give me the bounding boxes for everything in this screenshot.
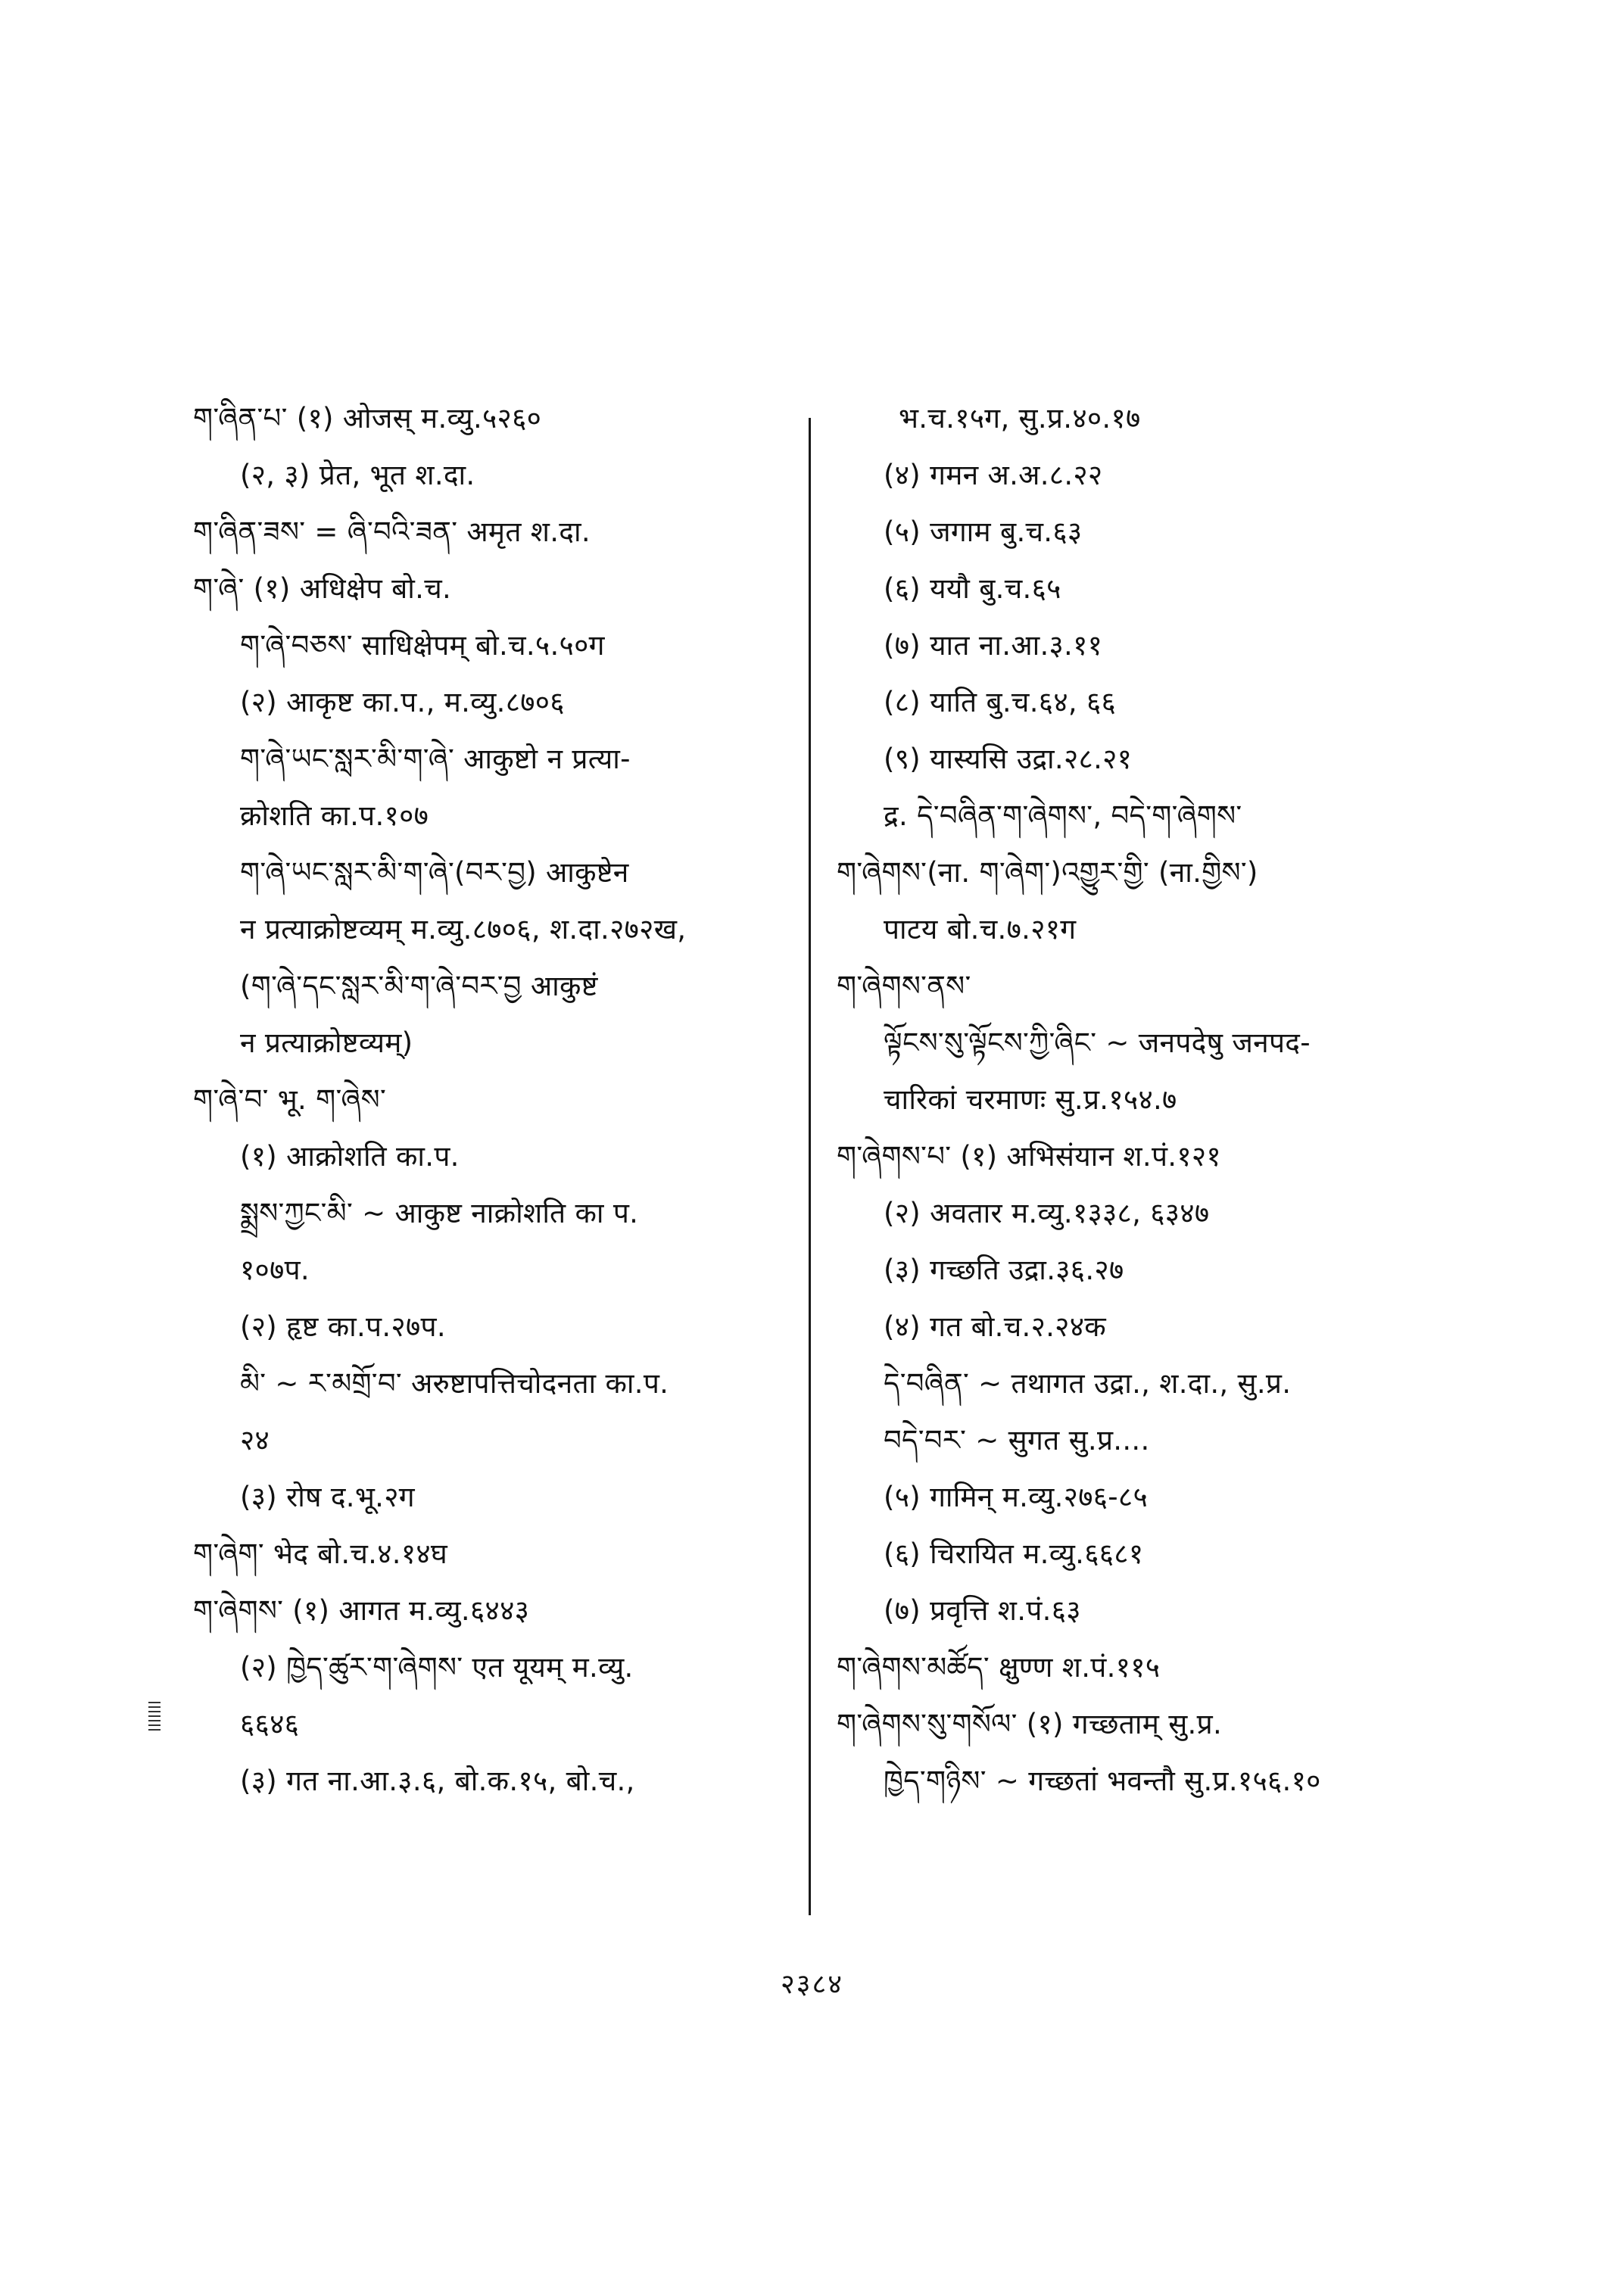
entry-sense-line: ག་ཞེ་བཅས་ साधिक्षेपम् बो.च.५.५०ग [240, 629, 605, 662]
entry-sense-line: (३) गच्छति उद्रा.३६.२७ [884, 1254, 1124, 1286]
entry-sense-line: ག་ཞེ་ཡང་སླར་མི་ག་ཞེ་(བར་བྱ) आकुष्टेन [240, 856, 629, 889]
headword-line: ག་ཞེགས་ (१) आगत म.व्यु.६४४३ [193, 1594, 530, 1627]
entry-sense-line: (ག་ཞེ་དང་སླར་མི་ག་ཞེ་བར་བྱ आकुष्टं [240, 970, 598, 1002]
entry-sense-line: སྨྲས་ཀྱང་མི་ ~ आकुष्ट नाक्रोशति का प. [240, 1197, 639, 1229]
headword-line: ག་ཞིན་ཟས་ = ཞི་བའི་ཟན་ अमृत श.दा. [193, 516, 591, 548]
entry-sense-line: २४ [240, 1424, 270, 1456]
entry-sense-line: (२) अवतार म.व्यु.१३३८, ६३४७ [884, 1197, 1210, 1229]
entry-sense-line: (१) आक्रोशति का.प. [240, 1140, 460, 1173]
entry-sense-line: (३) रोष द.भू.२ग [240, 1481, 415, 1513]
entry-sense-line: भ.च.१५ग, सु.प्र.४०.१७ [899, 402, 1141, 435]
entry-sense-line: (५) गामिन् म.व्यु.२७६-८५ [884, 1481, 1149, 1513]
entry-sense-line: (८) याति बु.च.६४, ६६ [884, 686, 1117, 718]
column-divider [809, 418, 811, 1915]
entry-sense-line: (६) चिरायित म.व्यु.६६८१ [884, 1537, 1144, 1570]
margin-marks [148, 1702, 161, 1732]
entry-sense-line: ६६४६ [240, 1708, 300, 1740]
entry-sense-line: མི་ ~ ར་མགྲོ་བ་ अरुष्टापत्तिचोदनता का.प. [240, 1367, 669, 1400]
entry-sense-line: (२) आकृष्ट का.प., म.व्यु.८७०६ [240, 686, 565, 718]
headword-line: ག་ཞེགས་མཚོད་ क्षुण्ण श.पं.११५ [837, 1651, 1161, 1684]
entry-sense-line: (५) जगाम बु.च.६३ [884, 516, 1083, 548]
entry-sense-line: न प्रत्याक्रोष्टव्यम् म.व्यु.८७०६, श.दा.२७२ख, [240, 913, 687, 946]
right-column [837, 390, 1442, 1809]
headword-line: ག་ཞེག་ भेद बो.च.४.१४घ [193, 1537, 448, 1570]
entry-sense-line: (९) यास्यसि उद्रा.२८.२१ [884, 743, 1133, 775]
headword-line: ག་ཞེགས་ནས་ [837, 970, 971, 1002]
entry-sense-line: (६) ययौ बु.च.६५ [884, 572, 1061, 605]
entry-sense-line: (४) गत बो.च.२.२४क [884, 1310, 1106, 1343]
headword-line: ག་ཞེགས་(ना. ག་ཞེག་)འགྱུར་གྱི་ (ना.གྱིས་) [837, 856, 1258, 889]
headword-line: ག་ཞེ་བ་ भू. ག་ཞེས་ [193, 1083, 387, 1116]
entry-sense-line: चारिकां चरमाणः सु.प्र.१५४.७ [884, 1083, 1177, 1116]
entry-sense-line: क्रोशति का.प.१०७ [240, 799, 429, 832]
headword-line: ག་ཞིན་པ་ (१) ओजस् म.व्यु.५२६० [193, 402, 542, 435]
entry-sense-line: ཁྱེད་གཉིས་ ~ गच्छतां भवन्तौ सु.प्र.१५६.१० [884, 1765, 1321, 1797]
entry-sense-line: (४) गमन अ.अ.८.२२ [884, 459, 1103, 491]
page-number: २३८४ [781, 1969, 843, 2000]
entry-sense-line: न प्रत्याक्रोष्टव्यम्) [240, 1027, 413, 1059]
headword-line: ག་ཞེགས་སུ་གསོལ་ (१) गच्छताम् सु.प्र. [837, 1708, 1223, 1740]
entry-sense-line: (२) ཁྱེད་ཚུར་ག་ཞེགས་ एत यूयम् म.व्यु. [240, 1651, 634, 1684]
headword-line: ག་ཞེགས་པ་ (१) अभिसंयान श.पं.१२१ [837, 1140, 1221, 1173]
entry-sense-line: (३) गत ना.आ.३.६, बो.क.१५, बो.च., [240, 1765, 635, 1797]
entry-sense-line: (२) हृष्ट का.प.२७प. [240, 1310, 446, 1343]
entry-sense-line: पाटय बो.च.७.२१ग [884, 913, 1077, 946]
headword-line: ག་ཞེ་ (१) अधिक्षेप बो.च. [193, 572, 452, 605]
left-column [193, 390, 799, 1809]
entry-sense-line: १०७प. [240, 1254, 310, 1286]
entry-sense-line: (७) प्रवृत्ति श.पं.६३ [884, 1594, 1081, 1627]
entry-sense-line: द्र. དེ་བཞིན་ག་ཞེགས་, བདེ་ག་ཞེགས་ [884, 799, 1242, 832]
entry-sense-line: (२, ३) प्रेत, भूत श.दा. [240, 459, 475, 491]
entry-sense-line: བདེ་བར་ ~ सुगत सु.प्र.... [884, 1424, 1150, 1456]
entry-sense-line: ལྟོངས་སུ་ལྟོངས་ཀྱི་ཞིང་ ~ जनपदेषु जनपद- [884, 1027, 1311, 1059]
entry-sense-line: ག་ཞེ་ཡང་སླར་མི་ག་ཞེ་ आकुष्टो न प्रत्या- [240, 743, 631, 775]
entry-sense-line: (७) यात ना.आ.३.११ [884, 629, 1103, 662]
entry-sense-line: དེ་བཞིན་ ~ तथागत उद्रा., श.दा., सु.प्र. [884, 1367, 1292, 1400]
